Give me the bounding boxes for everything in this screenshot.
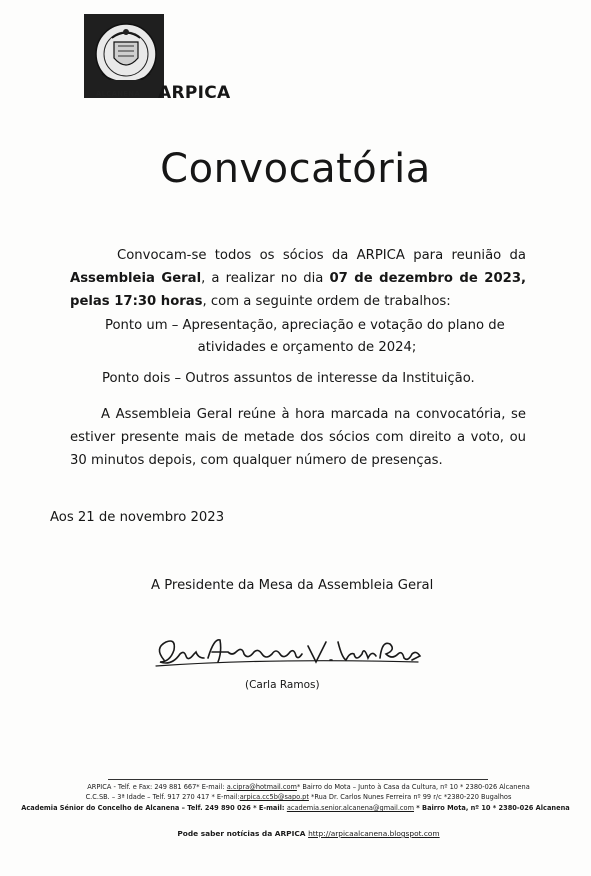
seal-lettering	[96, 90, 140, 98]
seal-city-text: ALCANENA	[96, 90, 140, 98]
intro-date-bold: 07 de dezembro de 2023, pelas 17:30 horas	[70, 271, 527, 309]
document-title: Convocatória	[160, 146, 431, 192]
intro-text-2: , a realizar no dia	[201, 271, 330, 286]
footer-academia-text-a: Academia Sénior do Concelho de Alcanena – Telf. 249 890 026 * E-mail:	[21, 804, 287, 812]
intro-text-1: Convocam-se todos os sócios da ARPICA para reunião da	[117, 248, 526, 263]
footer-blog-link[interactable]: http://arpicaalcanena.blogspot.com	[308, 829, 440, 838]
footer-line-ccsb	[0, 793, 591, 802]
agenda-item-1-line1: Ponto um – Apresentação, apreciação e votação do plano de	[105, 318, 505, 333]
footer-academia-email-link[interactable]: academia.senior.alcanena@gmail.com	[286, 804, 415, 812]
footer-arpica-text-a: ARPICA - Telf. e Fax: 249 881 667* E-mail:	[87, 783, 227, 791]
document-date: Aos 21 de novembro 2023	[50, 510, 225, 525]
agenda-item-2: Ponto dois – Outros assuntos de interesse da Instituição.	[102, 371, 475, 386]
footer-line-academia	[0, 804, 591, 813]
footer-ccsb-text-b: *Rua Dr. Carlos Nunes Ferreira nº 99 r/c *2380-220 Bugalhos	[308, 793, 512, 801]
footer-blog-text: Pode saber notícias da ARPICA	[177, 829, 309, 838]
agenda-item-1	[105, 315, 525, 359]
brand-name: ARPICA	[158, 83, 231, 103]
closing-paragraph: A Assembleia Geral reúne à hora marcada na convocatória, se estiver presente mais de metade dos sócios com direito a voto, ou 30 minutos depois, com qualquer número de presenças.	[70, 407, 526, 468]
arpica-seal-logo	[84, 14, 164, 98]
intro-text-3: , com a seguinte ordem de trabalhos:	[202, 294, 451, 309]
footer-divider	[108, 779, 488, 780]
footer-ccsb-email-link[interactable]: arpica.cc5b@sapo.pt	[239, 793, 309, 801]
handwritten-signature	[150, 632, 425, 678]
intro-paragraph	[70, 244, 526, 313]
signatory-name: (Carla Ramos)	[245, 679, 320, 691]
signatory-title: A Presidente da Mesa da Assembleia Geral	[151, 578, 434, 593]
footer-line-blog	[0, 829, 591, 838]
intro-assembly-bold: Assembleia Geral	[70, 271, 202, 286]
agenda-item-1-line2: atividades e orçamento de 2024;	[197, 340, 417, 355]
footer-academia-text-b: * Bairro Mota, nº 10 * 2380-026 Alcanena	[414, 804, 570, 812]
footer-arpica-text-b: * Bairro do Mota – Junto à Casa da Cultura, nº 10 * 2380-026 Alcanena	[296, 783, 530, 791]
footer-ccsb-text-a: C.C.SB. – 3ª Idade – Telf. 917 270 417 * E-mail:	[85, 793, 240, 801]
footer-arpica-email-link[interactable]: a.cipra@hotmail.com	[226, 783, 297, 791]
footer-line-arpica	[0, 783, 591, 792]
